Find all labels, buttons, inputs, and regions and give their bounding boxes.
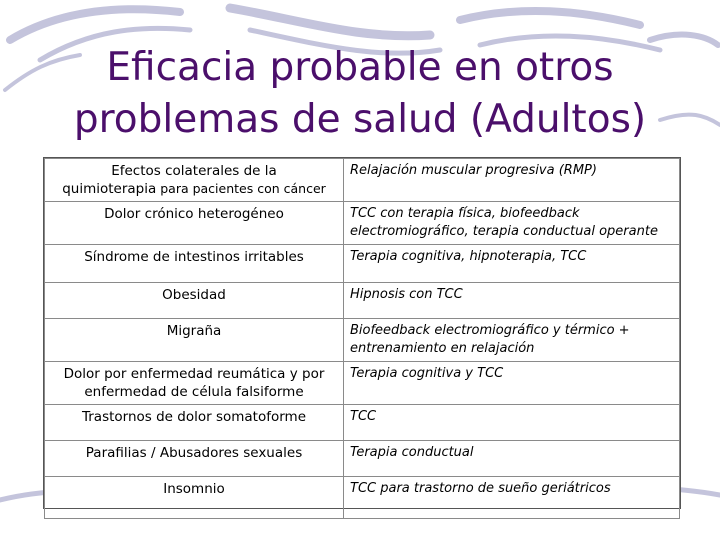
problem-cell: Obesidad [45,283,344,319]
problem-cell: Insomnio [45,477,344,519]
problem-cell [45,159,344,202]
table-row [45,319,680,362]
table-row [45,159,680,202]
treatment-cell: Hipnosis con TCC [344,283,680,319]
treatment-cell: Biofeedback electromiográfico y térmico + entrenamiento en relajación [344,319,680,362]
table-row [45,405,680,441]
slide-title-line-2: problemas de salud (Adultos) [73,97,647,142]
problem-cell: Dolor crónico heterogéneo [45,202,344,245]
table-row [45,441,680,477]
treatment-cell: Relajación muscular progresiva (RMP) [344,159,680,202]
problem-cell: Migraña [45,319,344,362]
table-row [45,245,680,283]
problem-text: Efectos colaterales de la [111,163,277,179]
problem-text: para pacientes con cáncer [156,181,326,196]
problem-cell: Parafilias / Abusadores sexuales [45,441,344,477]
problem-cell: Síndrome de intestinos irritables [45,245,344,283]
treatment-cell: TCC para trastorno de sueño geriátricos [344,477,680,519]
problem-cell: Trastornos de dolor somatoforme [45,405,344,441]
treatment-cell: TCC con terapia física, biofeedback electromiográfico, terapia conductual operante [344,202,680,245]
problem-cell: Dolor por enfermedad reumática y por enfermedad de célula falsiforme [45,362,344,405]
table-row [45,283,680,319]
slide-title-line-1: Eficacia probable en otros [106,45,614,90]
treatment-cell: TCC [344,405,680,441]
slide-title [0,42,720,146]
treatment-cell: Terapia cognitiva y TCC [344,362,680,405]
table-row [45,202,680,245]
treatment-cell: Terapia conductual [344,441,680,477]
efficacy-table [43,157,681,509]
table-row [45,362,680,405]
treatment-cell: Terapia cognitiva, hipnoterapia, TCC [344,245,680,283]
problem-text: quimioterapia [62,181,157,197]
table-row [45,477,680,519]
